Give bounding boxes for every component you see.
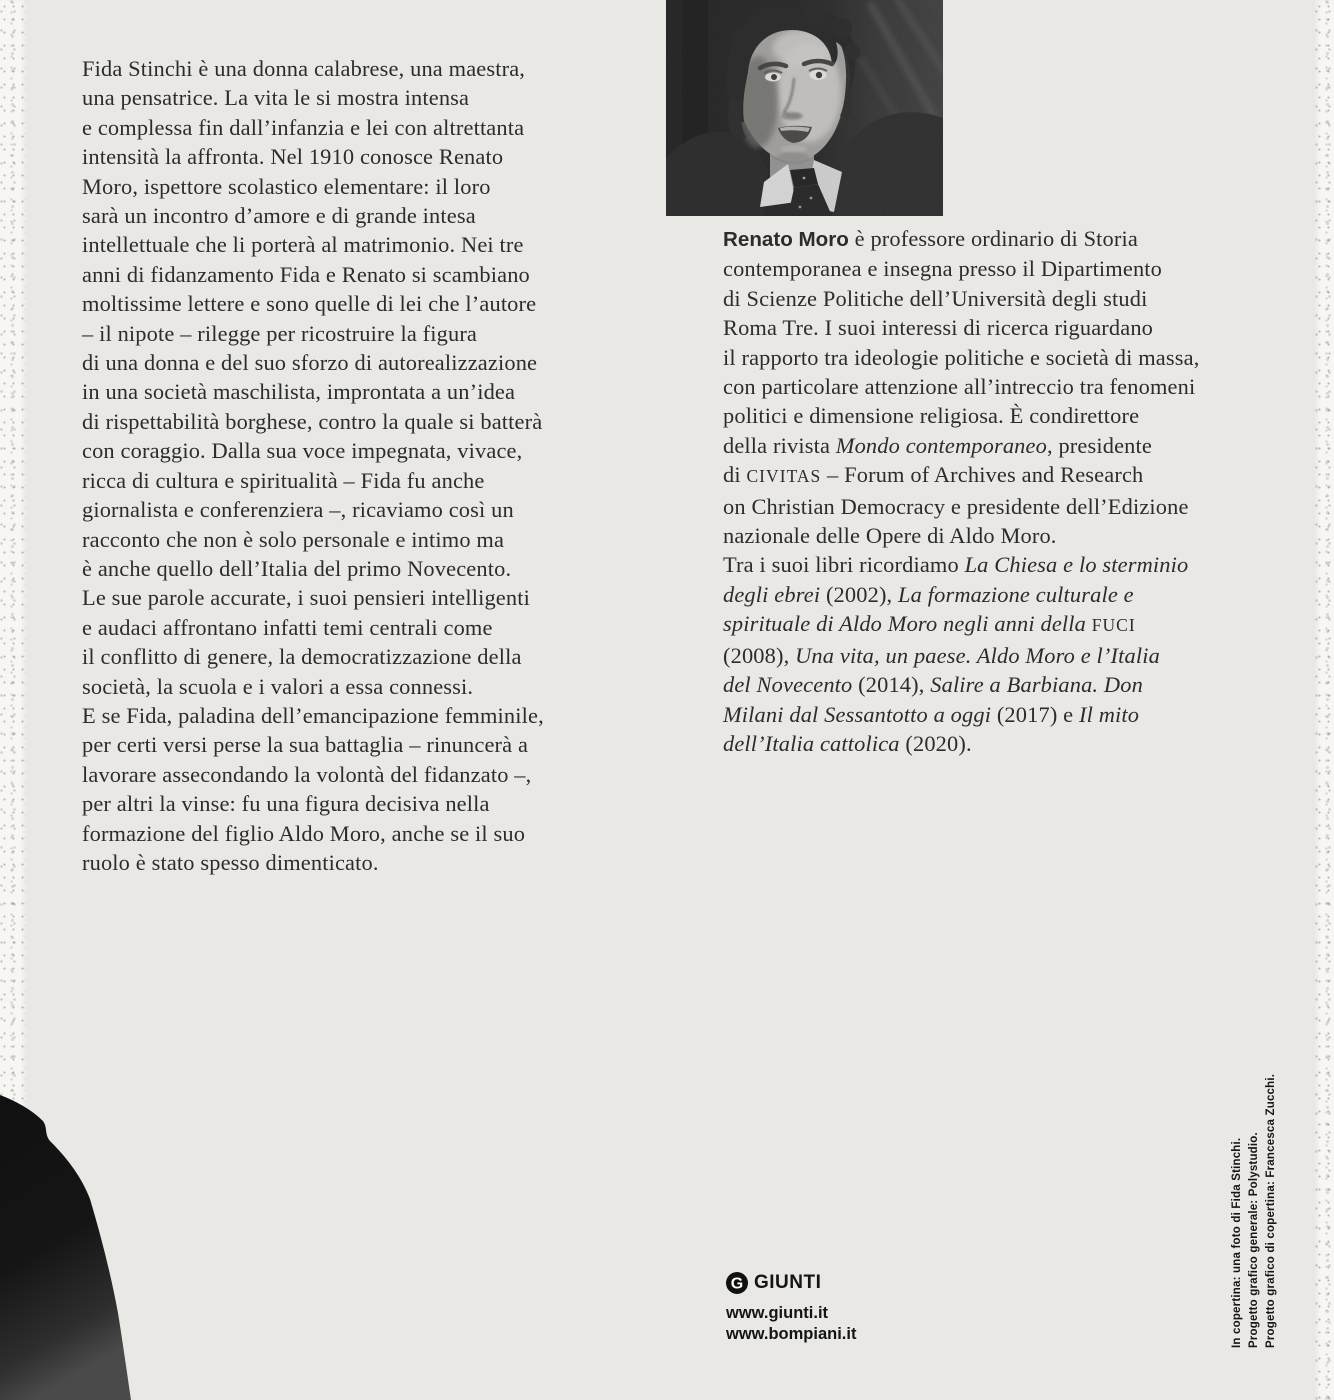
portrait-illustration — [666, 0, 943, 216]
giunti-g-disc-icon — [726, 1272, 748, 1294]
author-photo — [666, 0, 943, 216]
cover-credits: In copertina: una foto di Fida Stinchi. Progetto grafico generale: Polystudio. Progetto grafico di copertina: Francesca Zucchi. — [1231, 1073, 1277, 1348]
publisher-block — [726, 1272, 856, 1345]
publisher-urls — [726, 1303, 856, 1345]
author-bio-text: Renato Moro è professore ordinario di Storia contemporanea e insegna presso il Dipartimento di Scienze Politiche dell’Università degli studi Roma Tre. I suoi interessi di ricerca riguardano il rapporto tra ideologie politiche e società di massa, con particolare attenzione all’intreccio tra fenomeni politici e dimensione religiosa. È condirettore della rivista Mondo contemporaneo, presidente di CIVITAS – Forum of Archives and Research on Christian Democracy e presidente dell’Edizione nazionale delle Opere di Aldo Moro. Tra i suoi libri ricordiamo La Chiesa e lo sterminio degli ebrei (2002), La formazione culturale e spirituale di Aldo Moro negli anni della FUCI (2008), Una vita, un paese. Aldo Moro e l’Italia del Novecento (2014), Salire a Barbiana. Don Milani dal Sessantotto a oggi (2017) e Il mito dell’Italia cattolica (2020). — [723, 226, 1200, 756]
publisher-name: GIUNTI — [754, 1272, 822, 1293]
giunti-logo — [726, 1272, 856, 1294]
cover-photo-silhouette — [0, 1085, 135, 1400]
synopsis-text: Fida Stinchi è una donna calabrese, una maestra, una pensatrice. La vita le si mostra intensa e complessa fin dall’infanzia e lei con altrettanta intensità la affronta. Nel 1910 conosce Renato Moro, ispettore scolastico elementare: il loro sarà un incontro d’amore e di grande intesa intellettuale che li porterà al matrimonio. Nei tre anni di fidanzamento Fida e Renato si scambiano moltissime lettere e sono quelle di lei che l’autore – il nipote – rilegge per ricostruire la figura di una donna e del suo sforzo di autorealizzazione in una società maschilista, improntata a un’idea di rispettabilità borghese, contro la quale si batterà con coraggio. Dalla sua voce impegnata, vivace, ricca di cultura e spiritualità – Fida fu anche giornalista e conferenziera –, ricaviamo così un racconto che non è solo personale e intimo ma è anche quello dell’Italia del primo Novecento. Le sue parole accurate, i suoi pensieri intelligenti e audaci affrontano infatti temi centrali come il conflitto di genere, la democratizzazione della società, la scuola e i valori a essa connessi. E se Fida, paladina dell’emancipazione femminile, per certi versi perse la sua battaglia – rinuncerà a lavorare assecondando la volontà del fidanzato –, per altri la vinse: fu una figura decisiva nella formazione del figlio Aldo Moro, anche se il suo ruolo è stato spesso dimenticato. — [82, 56, 544, 875]
publisher-url-bompiani: www.bompiani.it — [726, 1325, 857, 1343]
giunti-monogram: G — [730, 1275, 744, 1293]
right-edge-texture — [1315, 0, 1334, 1400]
publisher-url-giunti: www.giunti.it — [726, 1304, 829, 1322]
